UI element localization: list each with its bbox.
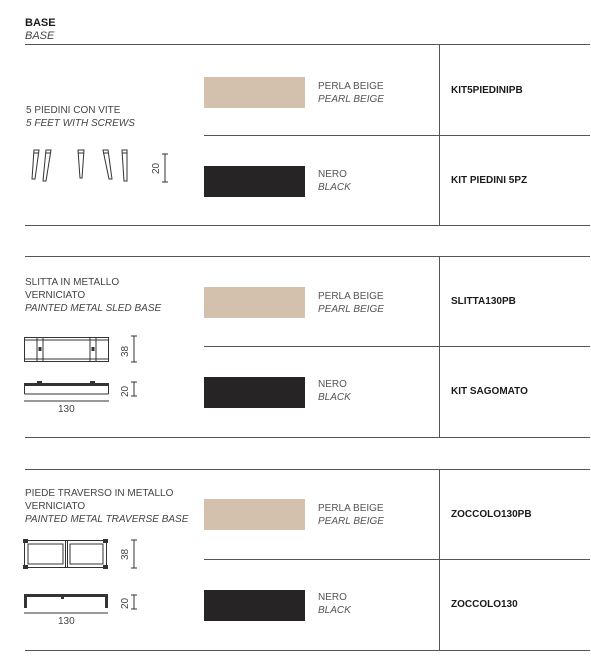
height-dimension: 20 — [120, 385, 131, 397]
description-en: PAINTED METAL SLED BASE — [25, 303, 162, 314]
dimension-line — [131, 336, 137, 364]
section-3-bottom-border — [25, 650, 590, 651]
section-3-top-border — [25, 469, 590, 470]
section-1-col-divider — [439, 44, 440, 225]
section-2-top-border — [25, 256, 590, 257]
product-code: KIT5PIEDINIPB — [451, 85, 523, 96]
color-name-en: PEARL BEIGE — [318, 304, 384, 315]
product-code: SLITTA130PB — [451, 296, 516, 307]
color-name-en: PEARL BEIGE — [318, 94, 384, 105]
color-name-it: NERO — [318, 169, 347, 180]
section-2-col-divider — [439, 256, 440, 437]
section-3-col-divider — [439, 469, 440, 650]
color-name-it: PERLA BEIGE — [318, 291, 384, 302]
traverse-side-view-drawing — [23, 594, 113, 610]
product-code: KIT SAGOMATO — [451, 386, 528, 397]
description-it: PIEDE TRAVERSO IN METALLO — [25, 488, 174, 499]
color-name-row — [318, 80, 384, 106]
section-1-row-divider — [204, 135, 590, 136]
color-name-en: BLACK — [318, 182, 351, 193]
page-title: BASE — [25, 17, 56, 29]
color-name-row — [318, 168, 351, 194]
product-code: KIT PIEDINI 5PZ — [451, 175, 528, 186]
foot-icon — [32, 150, 39, 179]
section-2-row-divider — [204, 346, 590, 347]
section-1-top-border — [25, 44, 590, 45]
foot-icon — [43, 150, 51, 181]
depth-dimension: 38 — [120, 345, 131, 357]
description-en: 5 FEET WITH SCREWS — [26, 118, 135, 129]
swatch-nero — [204, 166, 305, 197]
color-name-en: PEARL BEIGE — [318, 516, 384, 527]
foot-icon — [103, 150, 112, 179]
color-name-row — [318, 502, 384, 528]
color-name-it: NERO — [318, 379, 347, 390]
description-it: 5 PIEDINI CON VITE — [26, 105, 121, 116]
section-header — [25, 17, 56, 43]
traverse-top-view-drawing — [23, 538, 113, 572]
height-dimension: 20 — [151, 162, 162, 174]
width-dimension: 130 — [58, 616, 75, 627]
swatch-perla-beige — [204, 77, 305, 108]
width-dimension: 130 — [58, 404, 75, 415]
product-code: ZOCCOLO130PB — [451, 509, 532, 520]
description-en: PAINTED METAL TRAVERSE BASE — [25, 514, 189, 525]
dimension-line — [162, 154, 168, 184]
foot-icon — [78, 150, 84, 178]
color-name-row — [318, 591, 351, 617]
swatch-perla-beige — [204, 287, 305, 318]
section-1-bottom-border — [25, 225, 590, 226]
color-name-it: PERLA BEIGE — [318, 81, 384, 92]
color-name-it: NERO — [318, 592, 347, 603]
color-name-en: BLACK — [318, 392, 351, 403]
swatch-nero — [204, 377, 305, 408]
height-dimension: 20 — [120, 597, 131, 609]
description-it: VERNICIATO — [25, 501, 86, 512]
color-name-it: PERLA BEIGE — [318, 503, 384, 514]
product-code: ZOCCOLO130 — [451, 599, 518, 610]
sled-side-view-drawing — [24, 381, 114, 397]
swatch-nero — [204, 590, 305, 621]
section-1-description — [26, 104, 135, 130]
depth-dimension: 38 — [120, 548, 131, 560]
page-subtitle: BASE — [25, 30, 55, 42]
dimension-line — [131, 595, 137, 611]
section-3-description — [25, 487, 188, 526]
color-name-row — [318, 378, 351, 404]
dimension-line — [131, 540, 137, 570]
feet-drawing — [26, 145, 136, 185]
description-it: SLITTA IN METALLO — [25, 277, 120, 288]
foot-icon — [122, 150, 127, 181]
section-2-description — [25, 276, 161, 315]
color-name-en: BLACK — [318, 605, 351, 616]
dimension-line — [131, 382, 137, 398]
description-it: VERNICIATO — [25, 290, 86, 301]
sled-top-view-drawing — [24, 335, 114, 365]
section-3-row-divider — [204, 559, 590, 560]
section-2-bottom-border — [25, 437, 590, 438]
color-name-row — [318, 290, 384, 316]
swatch-perla-beige — [204, 499, 305, 530]
